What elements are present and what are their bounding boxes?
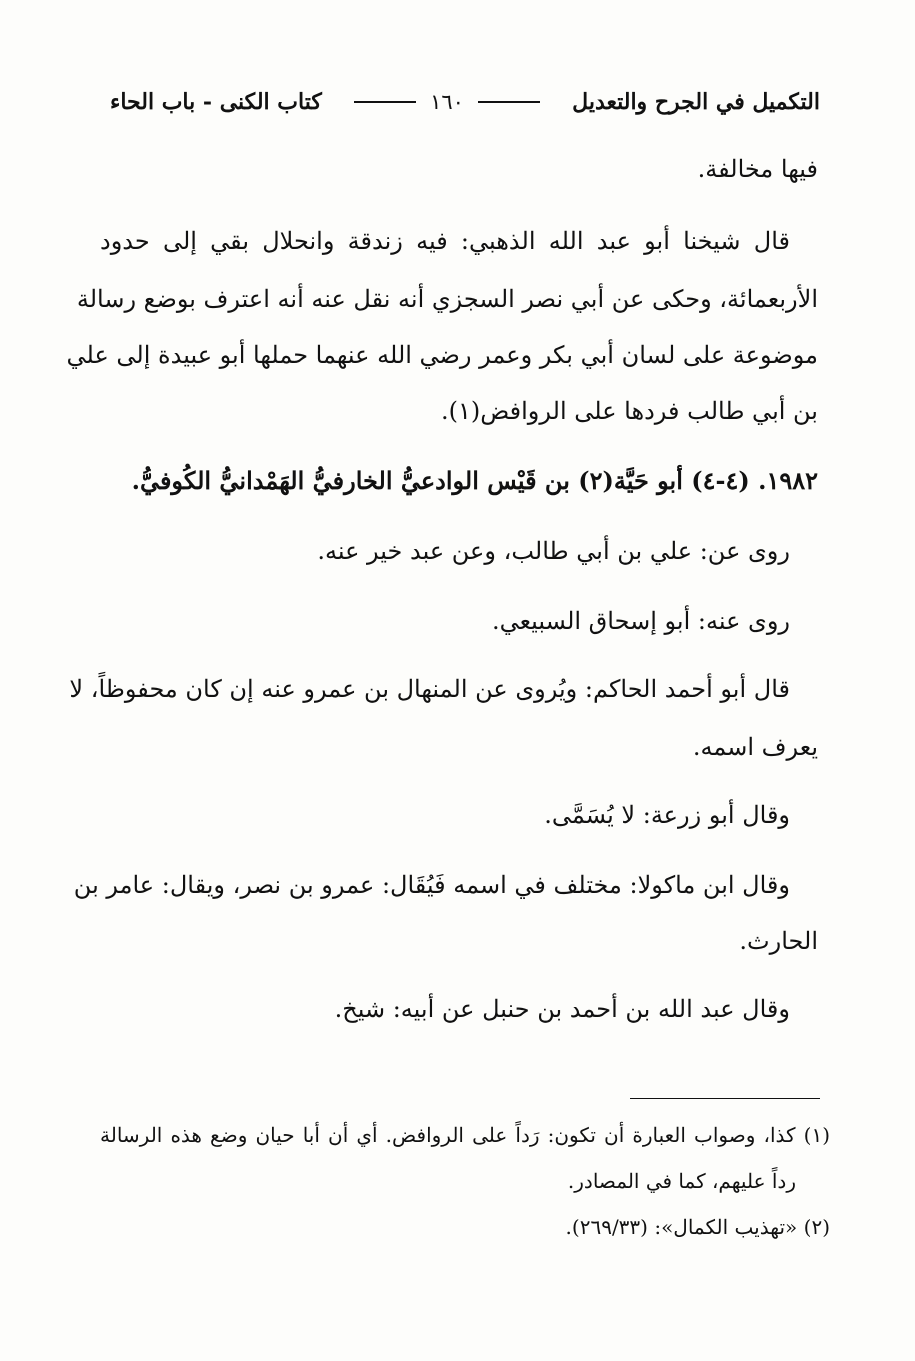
- footnote-separator: [630, 1098, 820, 1099]
- hakim-text-1: قال أبو أحمد الحاكم: ويُروى عن المنهال بن عمرو عنه إن كان محفوظاً، لا: [69, 675, 790, 703]
- rawa-anhu-text: روى عنه: أبو إسحاق السبيعي.: [491, 607, 790, 635]
- header-rule-left: [354, 101, 416, 103]
- dhahabi-text-1: قال شيخنا أبو عبد الله الذهبي: فيه زندقة وانحلال بقي إلى حدود: [100, 227, 790, 255]
- rawa-anhu-line: [100, 592, 818, 650]
- dhahabi-text-3: موضوعة على لسان أبي بكر وعمر رضي الله عنهما حملها أبو عبيدة إلى علي: [66, 341, 818, 369]
- footnote-1-line-1: (١) كذا، وصواب العبارة أن تكون: رَداً على الروافض. أي أن أبا حيان وضع هذه الرسالة: [100, 1123, 830, 1147]
- dhahabi-text-2: الأربعمائة، وحكى عن أبي نصر السجزي أنه نقل عنه أنه اعترف بوضع رسالة: [76, 285, 818, 313]
- abu-zura-line: [100, 786, 818, 844]
- dhahabi-line-4: [100, 382, 818, 440]
- dhahabi-line-1: [100, 212, 818, 270]
- header-rule-right: [478, 101, 540, 103]
- entry-number: ١٩٨٢.: [758, 466, 818, 495]
- page-number: ١٦٠: [430, 90, 464, 114]
- running-header: [110, 82, 820, 122]
- hakim-line-1: [69, 660, 818, 718]
- dhahabi-line-2: [76, 270, 818, 328]
- entry-heading: [100, 452, 818, 510]
- dhahabi-text-4: بن أبي طالب فردها على الروافض(١).: [441, 397, 818, 425]
- makula-line-1: [73, 856, 818, 914]
- dhahabi-line-3: [66, 326, 818, 384]
- text-line-continuation: [100, 140, 818, 198]
- abdullah-line: [100, 980, 818, 1038]
- entry-code: (٤-٤): [691, 466, 750, 495]
- rawa-an-line: [100, 522, 818, 580]
- header-chapter: كتاب الكنى - باب الحاء: [110, 89, 322, 115]
- footnote-1-line-2: رداً عليهم، كما في المصادر.: [567, 1169, 796, 1193]
- abu-zura-text: وقال أبو زرعة: لا يُسَمَّى.: [544, 801, 790, 829]
- continuation-text: فيها مخالفة.: [697, 155, 818, 183]
- makula-text-1: وقال ابن ماكولا: مختلف في اسمه فَيُقَال: عمرو بن نصر، ويقال: عامر بن: [73, 871, 790, 899]
- header-book-title: التكميل في الجرح والتعديل: [572, 89, 820, 115]
- abdullah-text: وقال عبد الله بن أحمد بن حنبل عن أبيه: شيخ.: [334, 995, 790, 1023]
- footnotes-block: [100, 1112, 830, 1250]
- entry-name: أبو حَيَّة(٢) بن قَيْس الوادعيُّ الخارفيُّ الهَمْدانيُّ الكُوفيُّ.: [131, 466, 683, 495]
- footnote-2: (٢) «تهذيب الكمال»: (٢٦٩/٣٣).: [565, 1215, 830, 1239]
- rawa-an-text: روى عن: علي بن أبي طالب، وعن عبد خير عنه.: [317, 537, 790, 565]
- makula-text-2: الحارث.: [739, 927, 818, 955]
- hakim-text-2: يعرف اسمه.: [692, 733, 818, 761]
- makula-line-2: [100, 912, 818, 970]
- header-page-number-group: [354, 90, 540, 114]
- hakim-line-2: [100, 718, 818, 776]
